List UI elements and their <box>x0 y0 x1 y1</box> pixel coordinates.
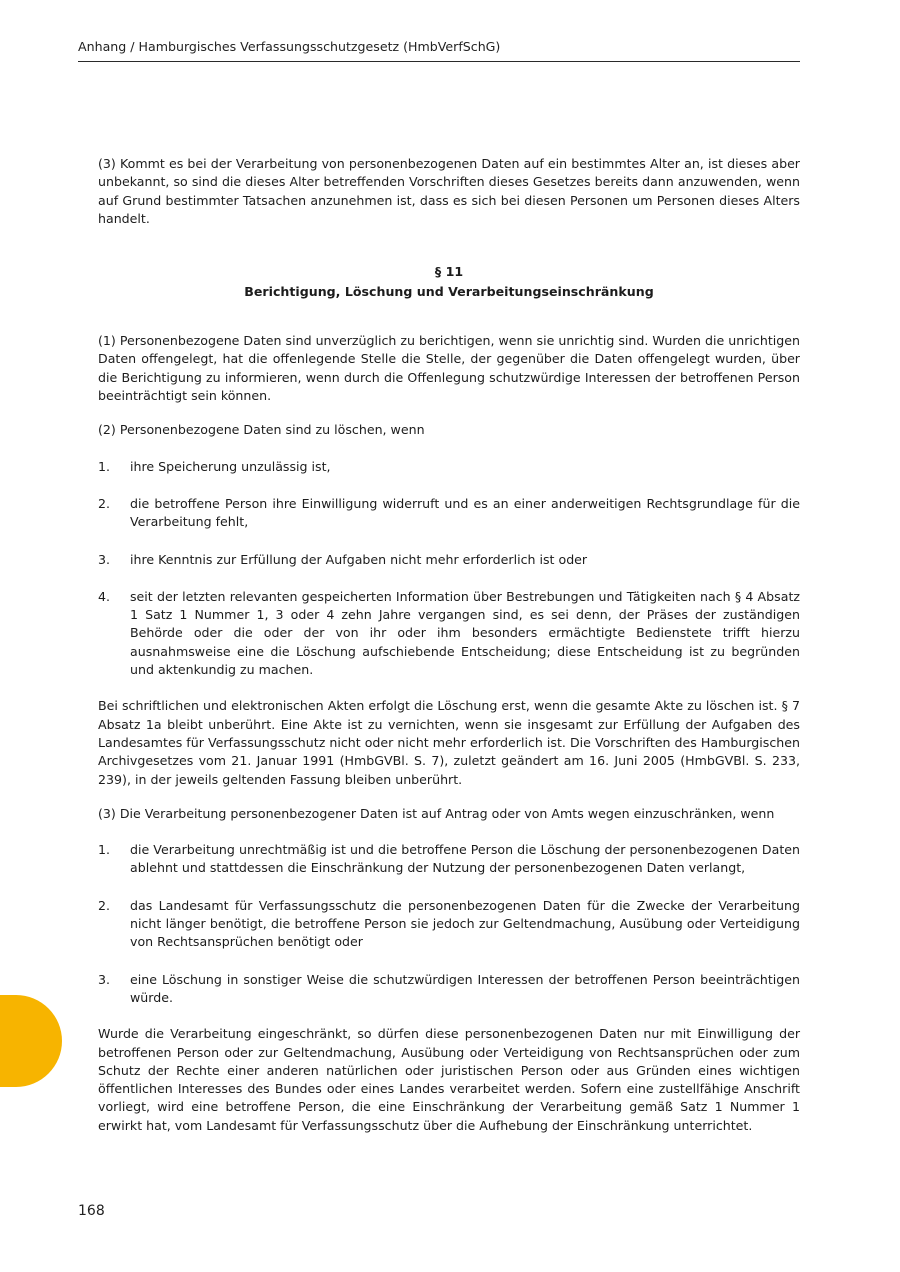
list-item-text: das Landesamt für Verfassungsschutz die personenbezogenen Daten für die Zwecke der Verarbeitung nicht länger benötigt, die betroffene Person sie jedoch zur Geltendmachung, Ausübung oder Verteidigung von Rechtsansprüchen benötigt oder <box>130 897 800 950</box>
paragraph-3-tail: Wurde die Verarbeitung eingeschränkt, so dürfen diese personenbezogenen Daten nur mit Einwilligung der betroffenen Person oder zur Geltendmachung, Ausübung oder Verteidigung von Rechtsansprüchen oder zum Schutz der Rechte einer anderen natürlichen oder juristischen Person oder aus Gründen eines wichtigen öffentlichen Interesses des Bundes oder eines Landes verarbeitet werden. Sofern eine zustellfähige Anschrift vorliegt, wird eine betroffene Person, die eine Einschränkung der Verarbeitung gemäß Satz 1 Nummer 1 erwirkt hat, vom Landesamt für Verfassungsschutz über die Aufhebung der Einschränkung unterrichtet. <box>98 1026 800 1133</box>
list-item-number: 2. <box>98 495 111 511</box>
page-number: 168 <box>78 1203 105 1219</box>
list-item-number: 3. <box>98 971 111 987</box>
list-item-number: 1. <box>98 458 111 474</box>
page-content <box>98 155 800 1135</box>
intro-paragraph: (3) Kommt es bei der Verarbeitung von personenbezogenen Daten auf ein bestimmtes Alter an, ist dieses aber unbekannt, so sind die dieses Alter betreffenden Vorschriften dieses Gesetzes bereits dann anzuwenden, wenn auf Grund bestimmter Tatsachen anzunehmen ist, dass es sich bei diesen Personen um Personen dieses Alters handelt. <box>98 156 800 226</box>
paragraph-3-intro: (3) Die Verarbeitung personenbezogener Daten ist auf Antrag oder von Amts wegen einzuschränken, wenn <box>98 805 775 821</box>
paragraph-1: (1) Personenbezogene Daten sind unverzüglich zu berichtigen, wenn sie unrichtig sind. Wurden die unrichtigen Daten offengelegt, hat die offenlegende Stelle die Stelle, der gegenüber die Daten offengelegt wurden, über die Berichtigung zu informieren, wenn durch die Offenlegung schutzwürdige Interessen der betroffenen Person beeinträchtigt sein können. <box>98 333 800 404</box>
list-item-text: seit der letzten relevanten gespeicherten Information über Bestrebungen und Tätigkeiten nach § 4 Absatz 1 Satz 1 Nummer 1, 3 oder 4 zehn Jahre vergangen sind, es sei denn, der Präses der zuständigen Behörde oder die oder der von ihr oder ihm besonders ermächtigte Bedienstete trifft hierzu ausnahmsweise eine die Löschung aufschiebende Entscheidung; diese Entscheidung ist zu begründen und aktenkundig zu machen. <box>130 588 800 678</box>
list-item <box>98 551 800 569</box>
list-item-text: die Verarbeitung unrechtmäßig ist und die betroffene Person die Löschung der personenbezogenen Daten ablehnt und stattdessen die Einschränkung der Nutzung der personenbezogenen Daten verlangt, <box>130 842 800 876</box>
restriction-conditions-list <box>98 841 800 1007</box>
side-tab-marker <box>0 995 62 1087</box>
list-item <box>98 458 800 476</box>
paragraph-2-intro: (2) Personenbezogene Daten sind zu löschen, wenn <box>98 422 425 438</box>
list-item <box>98 971 800 1008</box>
list-item <box>98 897 800 952</box>
list-item-text: die betroffene Person ihre Einwilligung widerruft und es an einer anderweitigen Rechtsgrundlage für die Verarbeitung fehlt, <box>130 495 800 530</box>
list-item-number: 3. <box>98 551 111 567</box>
running-header: Anhang / Hamburgisches Verfassungsschutzgesetz (HmbVerfSchG) <box>78 38 800 62</box>
list-item <box>98 495 800 532</box>
list-item-text: ihre Kenntnis zur Erfüllung der Aufgaben nicht mehr erforderlich ist oder <box>130 551 588 567</box>
deletion-conditions-list <box>98 458 800 680</box>
list-item-number: 4. <box>98 588 111 604</box>
list-item <box>98 841 800 878</box>
paragraph-2-tail: Bei schriftlichen und elektronischen Akten erfolgt die Löschung erst, wenn die gesamte Akte zu löschen ist. § 7 Absatz 1a bleibt unberührt. Eine Akte ist zu vernichten, wenn sie insgesamt zur Erfüllung der Aufgaben des Landesamtes für Verfassungsschutz nicht oder nicht mehr erforderlich ist. Die Vorschriften des Hamburgischen Archivgesetzes vom 21. Januar 1991 (HmbGVBl. S. 7), zuletzt geändert am 16. Juni 2005 (HmbGVBl. S. 233, 239), in der jeweils geltenden Fassung bleiben unberührt. <box>98 698 800 787</box>
list-item-text: eine Löschung in sonstiger Weise die schutzwürdigen Interessen der betroffenen Person beeinträchtigen würde. <box>130 971 800 1005</box>
list-item-text: ihre Speicherung unzulässig ist, <box>130 458 331 474</box>
list-item-number: 1. <box>98 842 111 858</box>
section-heading <box>98 262 800 302</box>
section-title: Berichtigung, Löschung und Verarbeitungseinschränkung <box>244 284 654 300</box>
list-item <box>98 588 800 679</box>
section-number: § 11 <box>434 264 464 280</box>
list-item-number: 2. <box>98 897 111 913</box>
